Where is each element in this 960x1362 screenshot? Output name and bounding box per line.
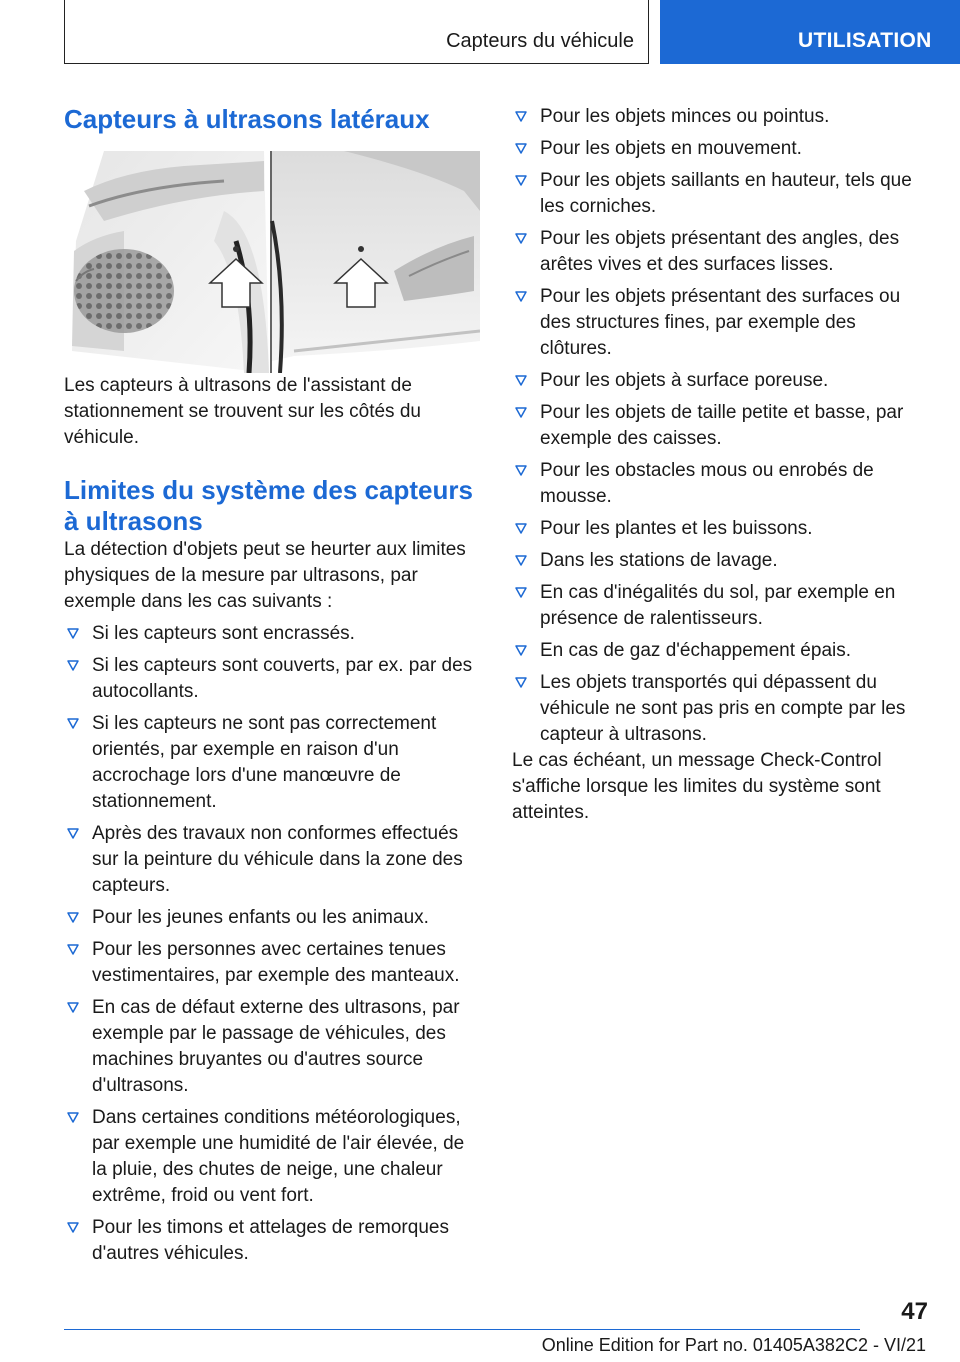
list-item-text: Pour les objets de taille petite et basse, par exemple des caisses.	[540, 402, 904, 449]
list-item-text: En cas de défaut externe des ultrasons, par exemple par le passage de véhicules, des machines bruyantes ou d'autres source d'ultrasons.	[92, 997, 460, 1096]
triangle-bullet-icon	[66, 1111, 80, 1125]
list-item	[64, 995, 480, 1099]
triangle-bullet-icon	[514, 554, 528, 568]
list-item-text: Pour les objets en mouvement.	[540, 138, 802, 159]
list-item-text: Après des travaux non conformes effectués sur la peinture du véhicule dans la zone des capteurs.	[92, 823, 463, 896]
intro-paragraph: Les capteurs à ultrasons de l'assistant de stationnement se trouvent sur les côtés du véhicule.	[64, 375, 421, 448]
list-item-text: Pour les objets présentant des angles, des arêtes vives et des surfaces lisses.	[540, 228, 900, 275]
triangle-bullet-icon	[514, 374, 528, 388]
triangle-bullet-icon	[514, 586, 528, 600]
rear-bumper-panel	[272, 151, 480, 373]
list-item	[512, 548, 930, 574]
list-item	[512, 168, 930, 220]
list-item	[64, 621, 480, 647]
list-item-text: Pour les plantes et les buissons.	[540, 518, 813, 539]
limits-intro-paragraph: La détection d'objets peut se heurter aux limites physiques de la mesure par ultrasons, par exemple dans les cas suivants :	[64, 539, 466, 612]
triangle-bullet-icon	[514, 644, 528, 658]
triangle-bullet-icon	[66, 659, 80, 673]
footer-rule	[64, 1329, 860, 1330]
list-item-text: Dans certaines conditions météorologiques, par exemple une humidité de l'air élevée, de la pluie, des chutes de neige, une chaleur extrême, froid ou vent fort.	[92, 1107, 465, 1206]
list-item-text: Pour les objets à surface poreuse.	[540, 370, 829, 391]
limits-list-left	[64, 621, 480, 1267]
limits-list-right	[512, 104, 930, 748]
list-item	[512, 400, 930, 452]
list-item-text: Pour les jeunes enfants ou les animaux.	[92, 907, 429, 928]
header-box	[64, 0, 649, 64]
list-item	[512, 670, 930, 748]
triangle-bullet-icon	[514, 676, 528, 690]
list-item	[512, 284, 930, 362]
list-item-text: Dans les stations de lavage.	[540, 550, 778, 571]
footer-edition: Online Edition for Part no. 01405A382C2 - VI/21	[541, 1335, 926, 1355]
list-item	[64, 905, 480, 931]
list-item-text: Pour les timons et attelages de remorques d'autres véhicules.	[92, 1217, 449, 1264]
list-item	[512, 104, 930, 130]
chapter-tab	[660, 0, 960, 64]
triangle-bullet-icon	[514, 290, 528, 304]
list-item	[64, 711, 480, 815]
sensor-location-illustration	[64, 151, 480, 373]
right-column	[512, 104, 930, 826]
triangle-bullet-icon	[514, 110, 528, 124]
triangle-bullet-icon	[66, 1001, 80, 1015]
triangle-bullet-icon	[66, 1221, 80, 1235]
list-item	[512, 638, 930, 664]
car-bumper-illustration	[64, 151, 480, 373]
list-item-text: En cas d'inégalités du sol, par exemple en présence de ralentisseurs.	[540, 582, 896, 629]
list-item-text: Les objets transportés qui dépassent du véhicule ne sont pas pris en compte par les capteur à ultrasons.	[540, 672, 906, 745]
chapter-tab-label: UTILISATION	[798, 29, 932, 52]
triangle-bullet-icon	[66, 717, 80, 731]
list-item	[512, 580, 930, 632]
list-item	[512, 226, 930, 278]
list-item	[512, 516, 930, 542]
left-column	[64, 100, 480, 1267]
triangle-bullet-icon	[514, 464, 528, 478]
list-item-text: Pour les obstacles mous ou enrobés de mousse.	[540, 460, 874, 507]
page-number: 47	[901, 1298, 928, 1325]
list-item-text: En cas de gaz d'échappement épais.	[540, 640, 852, 661]
list-item-text: Pour les personnes avec certaines tenues vestimentaires, par exemple des manteaux.	[92, 939, 460, 986]
list-item	[512, 368, 930, 394]
triangle-bullet-icon	[514, 142, 528, 156]
list-item	[64, 937, 480, 989]
triangle-bullet-icon	[66, 627, 80, 641]
heading-system-limits: Limites du système des capteurs à ultrasons	[64, 475, 473, 536]
list-item-text: Si les capteurs ne sont pas correctement orientés, par exemple en raison d'un accrochage lors d'une manœuvre de stationnement.	[92, 713, 437, 812]
heading-side-sensors: Capteurs à ultrasons latéraux	[64, 104, 430, 134]
list-item	[64, 1215, 480, 1267]
list-item-text: Si les capteurs sont couverts, par ex. par des autocollants.	[92, 655, 473, 702]
triangle-bullet-icon	[66, 943, 80, 957]
triangle-bullet-icon	[514, 232, 528, 246]
list-item	[64, 821, 480, 899]
section-title: Capteurs du véhicule	[446, 30, 634, 52]
closing-paragraph: Le cas échéant, un message Check-Control s'affiche lorsque les limites du système sont atteintes.	[512, 750, 882, 823]
list-item	[64, 1105, 480, 1209]
list-item-text: Si les capteurs sont encrassés.	[92, 623, 355, 644]
list-item-text: Pour les objets minces ou pointus.	[540, 106, 830, 127]
list-item	[64, 653, 480, 705]
triangle-bullet-icon	[66, 911, 80, 925]
triangle-bullet-icon	[514, 174, 528, 188]
list-item	[512, 458, 930, 510]
list-item-text: Pour les objets saillants en hauteur, tels que les corniches.	[540, 170, 912, 217]
triangle-bullet-icon	[514, 406, 528, 420]
triangle-bullet-icon	[514, 522, 528, 536]
list-item-text: Pour les objets présentant des surfaces ou des structures fines, par exemple des clôtures.	[540, 286, 901, 359]
front-bumper-panel	[64, 151, 271, 373]
triangle-bullet-icon	[66, 827, 80, 841]
list-item	[512, 136, 930, 162]
